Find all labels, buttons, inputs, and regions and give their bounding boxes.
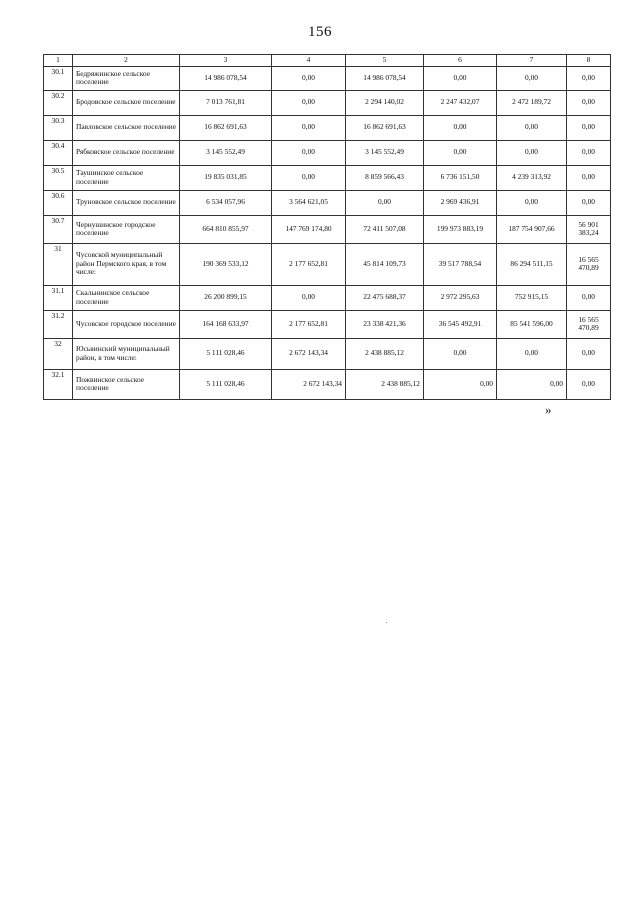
cell-col4: 0,00	[272, 165, 346, 190]
cell-col3: 664 810 855,97	[180, 215, 272, 243]
cell-col7: 0,00	[497, 66, 567, 90]
cell-col8: 0,00	[567, 115, 611, 140]
cell-col6: 0,00	[424, 338, 497, 369]
cell-col5: 2 294 140,02	[346, 90, 424, 115]
cell-col7: 187 754 907,66	[497, 215, 567, 243]
cell-col8: 0,00	[567, 338, 611, 369]
cell-col8: 0,00	[567, 190, 611, 215]
municipality-name: Чернушинское городское поселение	[73, 215, 180, 243]
column-header: 2	[73, 55, 180, 67]
cell-col3: 26 200 899,15	[180, 285, 272, 310]
municipality-name: Бедряжинское сельское поселение	[73, 66, 180, 90]
cell-col3: 164 168 633,97	[180, 310, 272, 338]
cell-col3: 190 369 533,12	[180, 243, 272, 285]
cell-col7: 86 294 511,15	[497, 243, 567, 285]
cell-col5: 22 475 688,37	[346, 285, 424, 310]
cell-col8: 16 565 470,89	[567, 243, 611, 285]
cell-col3: 5 111 028,46	[180, 369, 272, 399]
cell-col5: 14 986 078,54	[346, 66, 424, 90]
cell-col7: 0,00	[497, 140, 567, 165]
row-number: 30.3	[44, 115, 73, 140]
cell-col7: 4 239 313,92	[497, 165, 567, 190]
cell-col4: 2 672 143,34	[272, 338, 346, 369]
cell-col5: 3 145 552,49	[346, 140, 424, 165]
cell-col8: 0,00	[567, 90, 611, 115]
cell-col3: 7 013 761,81	[180, 90, 272, 115]
row-number: 30.6	[44, 190, 73, 215]
cell-col5: 0,00	[346, 190, 424, 215]
cell-col4: 0,00	[272, 66, 346, 90]
table-row	[44, 190, 611, 215]
cell-col4: 2 672 143,34	[272, 369, 346, 399]
column-header: 4	[272, 55, 346, 67]
column-header: 6	[424, 55, 497, 67]
closing-quote-mark: »	[545, 402, 552, 417]
row-number: 30.7	[44, 215, 73, 243]
cell-col6: 36 545 492,91	[424, 310, 497, 338]
table-row	[44, 115, 611, 140]
column-header: 3	[180, 55, 272, 67]
cell-col8: 0,00	[567, 165, 611, 190]
cell-col7: 0,00	[497, 190, 567, 215]
cell-col4: 3 564 621,05	[272, 190, 346, 215]
budget-table	[43, 54, 611, 400]
cell-col7: 752 915,15	[497, 285, 567, 310]
municipality-name: Рябковское сельское поселение	[73, 140, 180, 165]
table-header-row	[44, 55, 611, 67]
municipality-name: Таушинское сельское поселение	[73, 165, 180, 190]
cell-col7: 0,00	[497, 369, 567, 399]
cell-col5: 2 438 885,12	[346, 369, 424, 399]
scan-speck	[386, 622, 387, 623]
row-number: 31.2	[44, 310, 73, 338]
cell-col7: 0,00	[497, 115, 567, 140]
cell-col6: 2 969 436,91	[424, 190, 497, 215]
cell-col6: 0,00	[424, 66, 497, 90]
cell-col5: 16 862 691,63	[346, 115, 424, 140]
column-header: 8	[567, 55, 611, 67]
row-number: 30.1	[44, 66, 73, 90]
cell-col4: 0,00	[272, 140, 346, 165]
cell-col6: 0,00	[424, 115, 497, 140]
cell-col8: 56 901 383,24	[567, 215, 611, 243]
cell-col4: 2 177 652,81	[272, 243, 346, 285]
table-row	[44, 310, 611, 338]
table-row	[44, 243, 611, 285]
cell-col8: 0,00	[567, 66, 611, 90]
cell-col6: 0,00	[424, 369, 497, 399]
municipality-name: Чусовское городское поселение	[73, 310, 180, 338]
cell-col3: 5 111 028,46	[180, 338, 272, 369]
table-row	[44, 90, 611, 115]
cell-col3: 16 862 691,63	[180, 115, 272, 140]
cell-col6: 2 247 432,07	[424, 90, 497, 115]
cell-col7: 2 472 189,72	[497, 90, 567, 115]
cell-col5: 23 338 421,36	[346, 310, 424, 338]
cell-col6: 6 736 151,50	[424, 165, 497, 190]
row-number: 32.1	[44, 369, 73, 399]
cell-col8: 16 565 470,89	[567, 310, 611, 338]
municipality-name: Пожвинское сельское поселение	[73, 369, 180, 399]
column-header: 5	[346, 55, 424, 67]
cell-col5: 72 411 507,08	[346, 215, 424, 243]
cell-col4: 2 177 652,81	[272, 310, 346, 338]
cell-col7: 85 541 596,00	[497, 310, 567, 338]
cell-col3: 14 986 078,54	[180, 66, 272, 90]
table-row	[44, 338, 611, 369]
row-number: 30.2	[44, 90, 73, 115]
cell-col5: 2 438 885,12	[346, 338, 424, 369]
cell-col6: 0,00	[424, 140, 497, 165]
table-row	[44, 140, 611, 165]
column-header: 7	[497, 55, 567, 67]
cell-col4: 0,00	[272, 115, 346, 140]
table-row	[44, 285, 611, 310]
municipality-name: Бродовское сельское поселение	[73, 90, 180, 115]
cell-col4: 0,00	[272, 90, 346, 115]
cell-col3: 6 534 057,96	[180, 190, 272, 215]
cell-col8: 0,00	[567, 369, 611, 399]
municipality-name: Павловское сельское поселение	[73, 115, 180, 140]
cell-col8: 0,00	[567, 285, 611, 310]
column-header: 1	[44, 55, 73, 67]
municipality-name: Юсьвинский муниципальный район, в том числе:	[73, 338, 180, 369]
row-number: 32	[44, 338, 73, 369]
municipality-name: Скальнинское сельское поселение	[73, 285, 180, 310]
page-number: 156	[308, 24, 332, 40]
cell-col7: 0,00	[497, 338, 567, 369]
row-number: 31.1	[44, 285, 73, 310]
cell-col4: 147 769 174,80	[272, 215, 346, 243]
municipality-name: Чусовской муниципальный район Пермского края, в том числе:	[73, 243, 180, 285]
cell-col6: 199 973 883,19	[424, 215, 497, 243]
cell-col5: 45 814 109,73	[346, 243, 424, 285]
row-number: 31	[44, 243, 73, 285]
cell-col6: 39 517 788,54	[424, 243, 497, 285]
row-number: 30.5	[44, 165, 73, 190]
table-row	[44, 165, 611, 190]
municipality-name: Труновское сельское поселение	[73, 190, 180, 215]
table-row	[44, 215, 611, 243]
table-row	[44, 66, 611, 90]
cell-col4: 0,00	[272, 285, 346, 310]
row-number: 30.4	[44, 140, 73, 165]
table-row	[44, 369, 611, 399]
cell-col3: 3 145 552,49	[180, 140, 272, 165]
cell-col6: 2 972 295,63	[424, 285, 497, 310]
cell-col3: 19 835 031,85	[180, 165, 272, 190]
cell-col8: 0,00	[567, 140, 611, 165]
cell-col5: 8 859 566,43	[346, 165, 424, 190]
